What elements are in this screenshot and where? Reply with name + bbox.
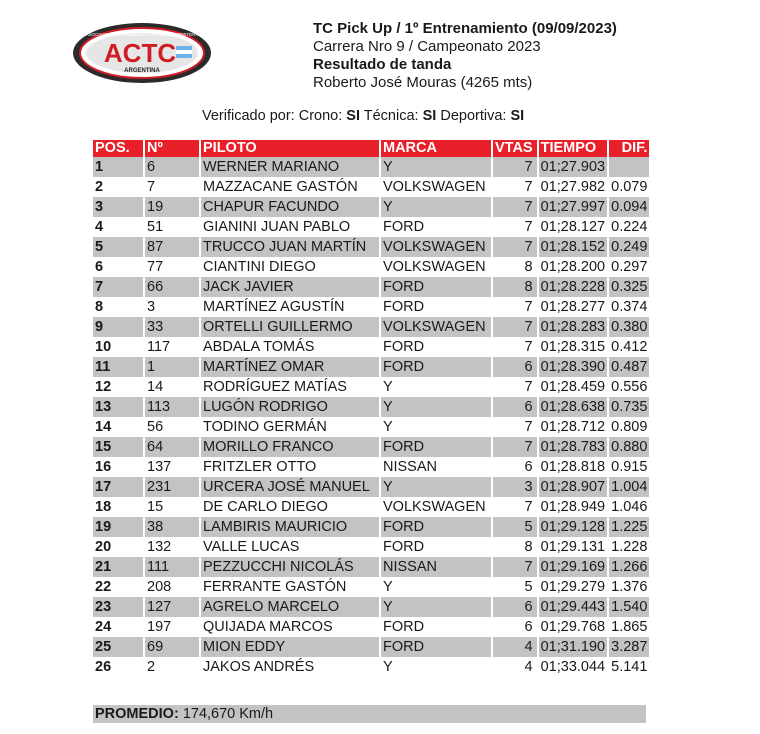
cell-time: 01;27.982 — [540, 179, 606, 195]
cell-driver: TRUCCO JUAN MARTÍN — [201, 237, 379, 257]
cell-time: 01;28.315 — [540, 339, 606, 355]
cell-pos: 22 — [95, 579, 112, 595]
cell-diff: 0.915 — [611, 459, 648, 475]
cell-pos: 21 — [93, 557, 143, 577]
cell-time: 01;28.127 — [540, 219, 606, 235]
cell-pos: 15 — [93, 437, 143, 457]
cell-number: 38 — [145, 517, 199, 537]
cell-diff: 0.809 — [611, 419, 648, 435]
cell-laps: 8 — [493, 277, 537, 297]
cell-brand: NISSAN — [383, 459, 437, 475]
cell-brand: VOLKSWAGEN — [381, 237, 491, 257]
cell-brand: Y — [383, 659, 393, 675]
cell-brand: FORD — [381, 637, 491, 657]
average-speed-value: 174,670 Km/h — [182, 706, 274, 722]
cell-time: 01;28.949 — [540, 499, 606, 515]
cell-number: 111 — [145, 557, 199, 577]
cell-diff: 0.487 — [611, 359, 648, 375]
cell-time: 01;29.443 — [540, 599, 606, 615]
cell-diff: 0.412 — [611, 339, 648, 355]
cell-number: 77 — [147, 259, 164, 275]
cell-pos: 18 — [95, 499, 112, 515]
cell-brand: Y — [383, 379, 393, 395]
cell-number: 66 — [145, 277, 199, 297]
table-row — [93, 537, 649, 557]
cell-pos: 1 — [93, 157, 143, 177]
cell-time: 01;29.768 — [540, 619, 606, 635]
cell-diff: 1.228 — [611, 539, 648, 555]
cell-driver: JAKOS ANDRÉS — [203, 659, 315, 675]
cell-number: 14 — [147, 379, 164, 395]
cell-number: 64 — [145, 437, 199, 457]
cell-number: 197 — [147, 619, 172, 635]
cell-number: 2 — [147, 659, 156, 675]
cell-pos: 20 — [95, 539, 112, 555]
cell-number: 137 — [147, 459, 172, 475]
cell-laps: 7 — [493, 317, 537, 337]
cell-number: 208 — [147, 579, 172, 595]
cell-diff: 0.079 — [611, 179, 648, 195]
table-row — [93, 657, 649, 677]
cell-laps: 7 — [493, 557, 537, 577]
cell-pos: 10 — [95, 339, 112, 355]
table-header-row — [93, 140, 649, 157]
actc-logo — [72, 22, 212, 84]
col-header-driver: PILOTO — [201, 140, 379, 157]
cell-brand: Y — [381, 597, 491, 617]
average-speed-bar — [93, 705, 646, 723]
cell-driver: WERNER MARIANO — [201, 157, 379, 177]
table-row — [93, 257, 649, 277]
cell-driver: MION EDDY — [201, 637, 379, 657]
cell-brand: FORD — [383, 219, 425, 235]
verification-tecnica-label: Técnica: — [363, 108, 419, 124]
verification-deportiva-label: Deportiva: — [440, 108, 507, 124]
cell-diff: 0.735 — [611, 399, 648, 415]
table-row — [93, 377, 649, 397]
cell-laps: 6 — [524, 459, 533, 475]
cell-time: 01;28.907 — [540, 479, 606, 495]
cell-time: 01;28.390 — [540, 359, 606, 375]
cell-driver: FRITZLER OTTO — [203, 459, 317, 475]
cell-number: 117 — [147, 339, 171, 355]
cell-driver: MARTÍNEZ OMAR — [201, 357, 379, 377]
cell-diff: 5.141 — [611, 659, 648, 675]
col-header-laps: VTAS — [493, 140, 537, 157]
col-header-time: TIEMPO — [539, 140, 608, 157]
cell-laps: 4 — [493, 637, 537, 657]
cell-driver: ORTELLI GUILLERMO — [201, 317, 379, 337]
cell-pos: 23 — [93, 597, 143, 617]
cell-time: 01;28.277 — [540, 299, 606, 315]
section-title: Resultado de tanda — [313, 56, 452, 73]
table-row — [93, 197, 649, 217]
cell-time: 01;28.228 — [540, 279, 606, 295]
cell-brand: FORD — [381, 437, 491, 457]
col-header-diff: DIF. — [609, 140, 649, 157]
cell-driver: ABDALA TOMÁS — [203, 339, 315, 355]
cell-laps: 7 — [493, 197, 537, 217]
document-subtitle: Carrera Nro 9 / Campeonato 2023 — [313, 38, 541, 55]
table-row — [93, 157, 649, 177]
cell-time: 01;27.997 — [540, 199, 606, 215]
cell-number: 132 — [147, 539, 172, 555]
cell-pos: 2 — [95, 179, 104, 195]
cell-diff: 1.225 — [611, 519, 648, 535]
cell-pos: 12 — [95, 379, 112, 395]
cell-laps: 7 — [524, 499, 533, 515]
verification-crono: SI — [346, 108, 360, 124]
cell-pos: 13 — [93, 397, 143, 417]
cell-time: 01;29.128 — [540, 519, 606, 535]
cell-driver: CHAPUR FACUNDO — [201, 197, 379, 217]
cell-pos: 11 — [93, 357, 143, 377]
cell-pos: 17 — [93, 477, 143, 497]
cell-laps: 4 — [524, 659, 533, 675]
cell-diff: 0.297 — [611, 259, 648, 275]
cell-brand: Y — [381, 397, 491, 417]
cell-time: 01;28.152 — [540, 239, 606, 255]
cell-driver: LAMBIRIS MAURICIO — [201, 517, 379, 537]
cell-driver: TODINO GERMÁN — [203, 419, 327, 435]
cell-laps: 6 — [493, 597, 537, 617]
cell-pos: 4 — [95, 219, 104, 235]
cell-pos: 5 — [93, 237, 143, 257]
cell-driver: RODRÍGUEZ MATÍAS — [203, 379, 347, 395]
table-row — [93, 417, 649, 437]
cell-pos: 24 — [95, 619, 112, 635]
table-row — [93, 317, 649, 337]
cell-pos: 26 — [95, 659, 112, 675]
cell-diff: 0.249 — [611, 239, 648, 255]
table-row — [93, 617, 649, 637]
cell-driver: VALLE LUCAS — [203, 539, 300, 555]
cell-driver: MORILLO FRANCO — [201, 437, 379, 457]
table-row — [93, 277, 649, 297]
cell-number: 69 — [145, 637, 199, 657]
cell-laps: 7 — [493, 157, 537, 177]
cell-time: 01;28.818 — [540, 459, 606, 475]
cell-laps: 7 — [524, 179, 533, 195]
table-row — [93, 457, 649, 477]
cell-laps: 7 — [493, 237, 537, 257]
table-row — [93, 637, 649, 657]
cell-time: 01;28.283 — [540, 319, 606, 335]
cell-laps: 7 — [524, 419, 533, 435]
verification-line — [202, 108, 524, 124]
cell-driver: AGRELO MARCELO — [201, 597, 379, 617]
cell-number: 19 — [145, 197, 199, 217]
verification-prefix: Verificado por: Crono: — [202, 108, 343, 124]
table-row — [93, 177, 649, 197]
cell-diff: 0.325 — [611, 279, 648, 295]
cell-laps: 6 — [493, 357, 537, 377]
cell-pos: 19 — [93, 517, 143, 537]
cell-pos: 16 — [95, 459, 112, 475]
verification-deportiva: SI — [510, 108, 525, 124]
cell-time: 01;33.044 — [540, 659, 606, 675]
logo-arc-text: ASOCIACION CORREDORES TURISMO CARRETERA — [85, 32, 199, 37]
cell-number: 51 — [147, 219, 164, 235]
cell-laps: 6 — [524, 619, 533, 635]
cell-number: 6 — [145, 157, 199, 177]
cell-diff — [609, 157, 649, 177]
document-header — [313, 20, 617, 92]
cell-driver: URCERA JOSÉ MANUEL — [201, 477, 379, 497]
cell-diff: 0.224 — [611, 219, 648, 235]
col-header-number: Nº — [145, 140, 199, 157]
table-row — [93, 337, 649, 357]
cell-diff: 0.556 — [611, 379, 648, 395]
document-title: TC Pick Up / 1º Entrenamiento (09/09/2023) — [313, 20, 617, 37]
cell-brand: FORD — [383, 339, 425, 355]
cell-number: 15 — [147, 499, 164, 515]
cell-number: 56 — [147, 419, 164, 435]
cell-laps: 7 — [493, 437, 537, 457]
cell-diff: 1.540 — [611, 599, 648, 615]
cell-laps: 7 — [524, 219, 533, 235]
cell-brand: VOLKSWAGEN — [381, 317, 491, 337]
cell-number: 231 — [145, 477, 199, 497]
cell-brand: FORD — [383, 299, 425, 315]
cell-time: 01;31.190 — [540, 639, 606, 655]
cell-brand: Y — [383, 419, 393, 435]
cell-diff: 1.376 — [611, 579, 648, 595]
cell-driver: CIANTINI DIEGO — [203, 259, 316, 275]
cell-time: 01;29.131 — [540, 539, 606, 555]
cell-diff: 1.865 — [611, 619, 648, 635]
cell-laps: 8 — [524, 259, 533, 275]
cell-brand: Y — [381, 157, 491, 177]
cell-pos: 3 — [93, 197, 143, 217]
cell-brand: VOLKSWAGEN — [383, 179, 486, 195]
cell-diff: 0.880 — [611, 439, 648, 455]
table-row — [93, 557, 649, 577]
cell-diff: 1.266 — [611, 559, 648, 575]
cell-number: 127 — [145, 597, 199, 617]
logo-sub-text: ARGENTINA — [124, 68, 160, 74]
verification-tecnica: SI — [422, 108, 437, 124]
cell-number: 33 — [145, 317, 199, 337]
cell-laps: 5 — [524, 579, 533, 595]
cell-driver: MARTÍNEZ AGUSTÍN — [203, 299, 345, 315]
cell-time: 01;28.712 — [540, 419, 606, 435]
table-row — [93, 577, 649, 597]
cell-laps: 6 — [493, 397, 537, 417]
cell-number: 3 — [147, 299, 156, 315]
cell-brand: FORD — [381, 517, 491, 537]
cell-laps: 3 — [493, 477, 537, 497]
cell-pos: 7 — [93, 277, 143, 297]
cell-diff: 3.287 — [611, 639, 648, 655]
cell-pos: 6 — [95, 259, 104, 275]
logo-text: ACTC — [103, 38, 177, 68]
cell-brand: FORD — [383, 619, 425, 635]
cell-brand: Y — [383, 579, 393, 595]
table-row — [93, 397, 649, 417]
cell-driver: DE CARLO DIEGO — [203, 499, 328, 515]
cell-brand: NISSAN — [381, 557, 491, 577]
cell-brand: VOLKSWAGEN — [383, 259, 486, 275]
cell-diff: 0.094 — [611, 199, 648, 215]
cell-brand: FORD — [383, 539, 425, 555]
col-header-pos: POS. — [93, 140, 143, 157]
cell-driver: QUIJADA MARCOS — [203, 619, 333, 635]
results-table — [91, 140, 651, 677]
cell-brand: Y — [381, 197, 491, 217]
cell-brand: Y — [381, 477, 491, 497]
cell-laps: 7 — [524, 379, 533, 395]
cell-number: 87 — [145, 237, 199, 257]
table-row — [93, 237, 649, 257]
circuit-name: Roberto José Mouras (4265 mts) — [313, 74, 533, 91]
cell-laps: 7 — [524, 299, 533, 315]
col-header-brand: MARCA — [381, 140, 491, 157]
cell-pos: 9 — [93, 317, 143, 337]
cell-time: 01;27.903 — [540, 159, 606, 175]
cell-driver: LUGÓN RODRIGO — [201, 397, 379, 417]
table-row — [93, 357, 649, 377]
cell-laps: 8 — [524, 539, 533, 555]
cell-diff: 1.046 — [611, 499, 648, 515]
cell-driver: PEZZUCCHI NICOLÁS — [201, 557, 379, 577]
cell-driver: GIANINI JUAN PABLO — [203, 219, 351, 235]
cell-laps: 5 — [493, 517, 537, 537]
cell-laps: 7 — [524, 339, 533, 355]
cell-number: 1 — [145, 357, 199, 377]
cell-pos: 14 — [95, 419, 112, 435]
table-row — [93, 497, 649, 517]
cell-diff: 0.380 — [611, 319, 648, 335]
cell-diff: 0.374 — [611, 299, 648, 315]
cell-time: 01;28.200 — [540, 259, 606, 275]
cell-time: 01;29.279 — [540, 579, 606, 595]
cell-brand: VOLKSWAGEN — [383, 499, 486, 515]
cell-diff: 1.004 — [611, 479, 648, 495]
cell-brand: FORD — [381, 357, 491, 377]
cell-pos: 8 — [95, 299, 104, 315]
average-speed-label: PROMEDIO: — [95, 706, 179, 722]
cell-time: 01;28.459 — [540, 379, 606, 395]
table-row — [93, 437, 649, 457]
cell-driver: MAZZACANE GASTÓN — [203, 179, 358, 195]
cell-number: 7 — [147, 179, 156, 195]
cell-time: 01;28.783 — [540, 439, 606, 455]
cell-driver: FERRANTE GASTÓN — [203, 579, 347, 595]
cell-pos: 25 — [93, 637, 143, 657]
cell-time: 01;28.638 — [540, 399, 606, 415]
cell-number: 113 — [145, 397, 199, 417]
table-row — [93, 217, 649, 237]
table-row — [93, 597, 649, 617]
cell-time: 01;29.169 — [540, 559, 606, 575]
table-row — [93, 517, 649, 537]
table-row — [93, 297, 649, 317]
cell-driver: JACK JAVIER — [201, 277, 379, 297]
cell-brand: FORD — [381, 277, 491, 297]
table-row — [93, 477, 649, 497]
